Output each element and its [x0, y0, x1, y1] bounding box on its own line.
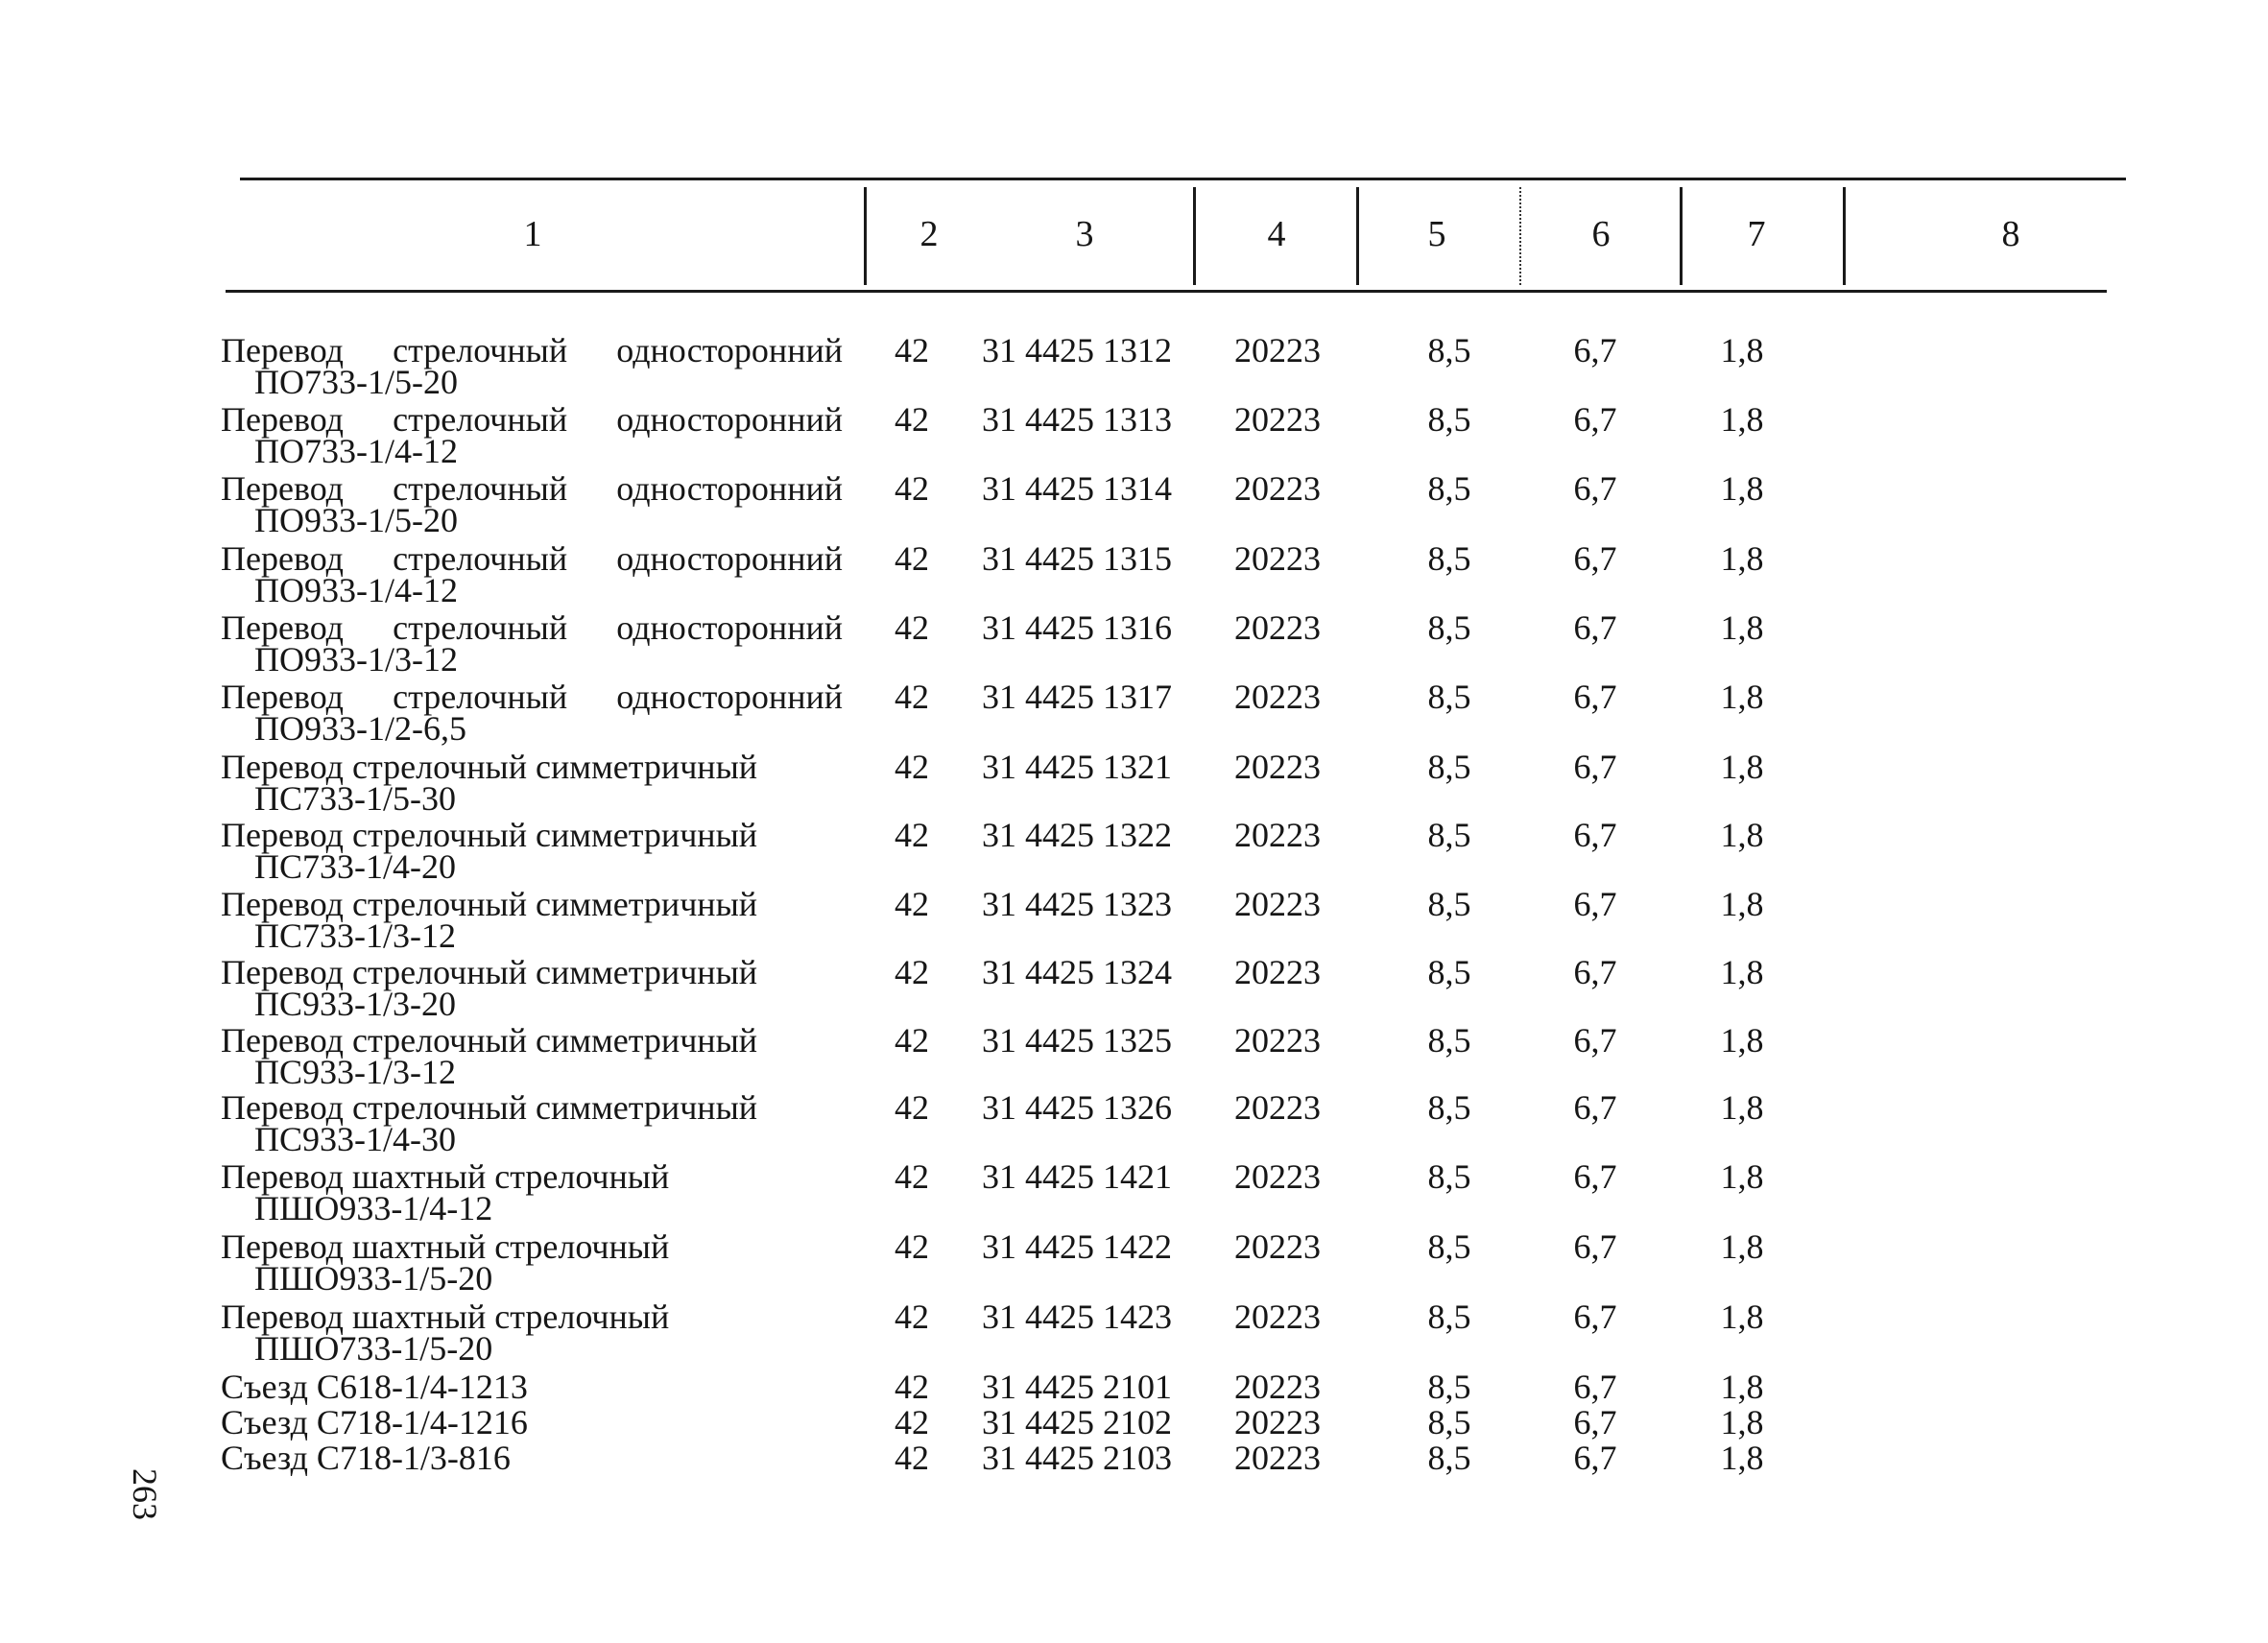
- cell-col4: 20223: [1234, 953, 1321, 991]
- cell-col7: 1,8: [1720, 816, 1764, 854]
- cell-col2: 42: [895, 885, 929, 923]
- cell-col5: 8,5: [1427, 331, 1471, 369]
- item-model: ПО933-1/2-6,5: [254, 709, 466, 748]
- cell-col3: 31 4425 1317: [982, 678, 1172, 716]
- cell-col3: 31 4425 1323: [982, 885, 1172, 923]
- cell-col3: 31 4425 1421: [982, 1157, 1172, 1196]
- cell-col3: 31 4425 2102: [982, 1403, 1172, 1441]
- cell-col6: 6,7: [1573, 1298, 1617, 1336]
- cell-col4: 20223: [1234, 678, 1321, 716]
- cell-col4: 20223: [1234, 885, 1321, 923]
- cell-col3: 31 4425 1324: [982, 953, 1172, 991]
- item-name: Съезд С718-1/3-816: [221, 1439, 511, 1477]
- cell-col6: 6,7: [1573, 1021, 1617, 1060]
- cell-col6: 6,7: [1573, 331, 1617, 369]
- cell-col2: 42: [895, 1298, 929, 1336]
- cell-col7: 1,8: [1720, 1088, 1764, 1127]
- cell-col6: 6,7: [1573, 885, 1617, 923]
- cell-col6: 6,7: [1573, 469, 1617, 508]
- cell-col5: 8,5: [1427, 469, 1471, 508]
- cell-col3: 31 4425 2103: [982, 1439, 1172, 1477]
- item-model: ПШО933-1/5-20: [254, 1259, 493, 1298]
- cell-col3: 31 4425 1316: [982, 608, 1172, 647]
- cell-col4: 20223: [1234, 400, 1321, 439]
- header-separator: [1680, 187, 1683, 285]
- item-name: Перевод стрелочный односторонний: [221, 331, 843, 369]
- header-top-rule: [240, 178, 2126, 180]
- cell-col6: 6,7: [1573, 1088, 1617, 1127]
- item-model: ПО933-1/5-20: [254, 501, 458, 539]
- column-header-7: 7: [1747, 214, 1766, 254]
- item-name: Перевод шахтный стрелочный: [221, 1227, 670, 1266]
- item-name: Перевод стрелочный симметричный: [221, 816, 758, 854]
- item-name: Перевод стрелочный односторонний: [221, 539, 843, 578]
- cell-col2: 42: [895, 748, 929, 786]
- item-name: Перевод стрелочный односторонний: [221, 608, 843, 647]
- header-separator: [1843, 187, 1846, 285]
- cell-col2: 42: [895, 1157, 929, 1196]
- column-header-1: 1: [523, 214, 542, 254]
- cell-col2: 42: [895, 1227, 929, 1266]
- cell-col7: 1,8: [1720, 1403, 1764, 1441]
- cell-col4: 20223: [1234, 331, 1321, 369]
- column-header-8: 8: [2001, 214, 2020, 254]
- cell-col3: 31 4425 1422: [982, 1227, 1172, 1266]
- cell-col5: 8,5: [1427, 953, 1471, 991]
- item-model: ПО933-1/3-12: [254, 640, 458, 679]
- cell-col2: 42: [895, 953, 929, 991]
- cell-col2: 42: [895, 1368, 929, 1406]
- item-name: Съезд С718-1/4-1216: [221, 1403, 528, 1441]
- cell-col6: 6,7: [1573, 539, 1617, 578]
- cell-col5: 8,5: [1427, 400, 1471, 439]
- item-model: ПО933-1/4-12: [254, 571, 458, 609]
- cell-col5: 8,5: [1427, 1157, 1471, 1196]
- cell-col4: 20223: [1234, 816, 1321, 854]
- cell-col2: 42: [895, 400, 929, 439]
- cell-col4: 20223: [1234, 748, 1321, 786]
- cell-col2: 42: [895, 539, 929, 578]
- cell-col2: 42: [895, 1403, 929, 1441]
- item-name: Перевод стрелочный симметричный: [221, 953, 758, 991]
- item-model: ПШО733-1/5-20: [254, 1329, 493, 1368]
- cell-col3: 31 4425 2101: [982, 1368, 1172, 1406]
- cell-col5: 8,5: [1427, 539, 1471, 578]
- cell-col4: 20223: [1234, 1439, 1321, 1477]
- cell-col7: 1,8: [1720, 1439, 1764, 1477]
- cell-col2: 42: [895, 1088, 929, 1127]
- cell-col7: 1,8: [1720, 1157, 1764, 1196]
- cell-col7: 1,8: [1720, 400, 1764, 439]
- cell-col7: 1,8: [1720, 748, 1764, 786]
- cell-col5: 8,5: [1427, 1403, 1471, 1441]
- cell-col7: 1,8: [1720, 885, 1764, 923]
- cell-col6: 6,7: [1573, 1368, 1617, 1406]
- column-header-6: 6: [1591, 214, 1611, 254]
- item-model: ПО733-1/5-20: [254, 363, 458, 401]
- item-model: ПШО933-1/4-12: [254, 1189, 493, 1227]
- cell-col6: 6,7: [1573, 816, 1617, 854]
- cell-col5: 8,5: [1427, 885, 1471, 923]
- header-bottom-rule: [226, 290, 2107, 293]
- item-name: Перевод стрелочный симметричный: [221, 748, 758, 786]
- cell-col6: 6,7: [1573, 953, 1617, 991]
- cell-col5: 8,5: [1427, 678, 1471, 716]
- cell-col6: 6,7: [1573, 1157, 1617, 1196]
- cell-col5: 8,5: [1427, 1088, 1471, 1127]
- cell-col5: 8,5: [1427, 1227, 1471, 1266]
- item-name: Перевод стрелочный симметричный: [221, 1088, 758, 1127]
- item-model: ПС733-1/4-20: [254, 847, 456, 886]
- header-separator-dotted: [1519, 187, 1521, 285]
- header-separator: [1356, 187, 1359, 285]
- cell-col6: 6,7: [1573, 678, 1617, 716]
- item-model: ПС933-1/3-12: [254, 1053, 456, 1091]
- column-header-4: 4: [1267, 214, 1286, 254]
- cell-col3: 31 4425 1321: [982, 748, 1172, 786]
- item-name: Перевод стрелочный односторонний: [221, 469, 843, 508]
- cell-col3: 31 4425 1315: [982, 539, 1172, 578]
- cell-col2: 42: [895, 1439, 929, 1477]
- cell-col5: 8,5: [1427, 1021, 1471, 1060]
- cell-col5: 8,5: [1427, 1439, 1471, 1477]
- item-model: ПО733-1/4-12: [254, 432, 458, 470]
- header-separator: [1193, 187, 1196, 285]
- item-name: Перевод стрелочный односторонний: [221, 678, 843, 716]
- item-name: Перевод шахтный стрелочный: [221, 1298, 670, 1336]
- cell-col4: 20223: [1234, 608, 1321, 647]
- column-header-3: 3: [1075, 214, 1094, 254]
- cell-col5: 8,5: [1427, 816, 1471, 854]
- cell-col4: 20223: [1234, 469, 1321, 508]
- cell-col7: 1,8: [1720, 539, 1764, 578]
- cell-col7: 1,8: [1720, 1368, 1764, 1406]
- cell-col7: 1,8: [1720, 1227, 1764, 1266]
- cell-col5: 8,5: [1427, 748, 1471, 786]
- cell-col6: 6,7: [1573, 608, 1617, 647]
- cell-col4: 20223: [1234, 1227, 1321, 1266]
- column-header-5: 5: [1427, 214, 1446, 254]
- cell-col7: 1,8: [1720, 1298, 1764, 1336]
- cell-col2: 42: [895, 469, 929, 508]
- cell-col3: 31 4425 1423: [982, 1298, 1172, 1336]
- item-model: ПС733-1/5-30: [254, 779, 456, 818]
- header-separator: [864, 187, 867, 285]
- cell-col4: 20223: [1234, 1403, 1321, 1441]
- cell-col6: 6,7: [1573, 1439, 1617, 1477]
- cell-col5: 8,5: [1427, 1298, 1471, 1336]
- cell-col2: 42: [895, 816, 929, 854]
- cell-col5: 8,5: [1427, 1368, 1471, 1406]
- cell-col4: 20223: [1234, 539, 1321, 578]
- item-name: Перевод стрелочный симметричный: [221, 885, 758, 923]
- cell-col5: 8,5: [1427, 608, 1471, 647]
- cell-col3: 31 4425 1314: [982, 469, 1172, 508]
- cell-col6: 6,7: [1573, 1403, 1617, 1441]
- cell-col4: 20223: [1234, 1368, 1321, 1406]
- cell-col3: 31 4425 1312: [982, 331, 1172, 369]
- cell-col3: 31 4425 1325: [982, 1021, 1172, 1060]
- cell-col6: 6,7: [1573, 1227, 1617, 1266]
- page-number: 263: [126, 1468, 164, 1520]
- cell-col3: 31 4425 1326: [982, 1088, 1172, 1127]
- cell-col4: 20223: [1234, 1021, 1321, 1060]
- cell-col2: 42: [895, 1021, 929, 1060]
- cell-col3: 31 4425 1322: [982, 816, 1172, 854]
- cell-col4: 20223: [1234, 1298, 1321, 1336]
- cell-col4: 20223: [1234, 1088, 1321, 1127]
- cell-col7: 1,8: [1720, 953, 1764, 991]
- column-header-2: 2: [919, 214, 939, 254]
- item-name: Перевод шахтный стрелочный: [221, 1157, 670, 1196]
- item-name: Перевод стрелочный односторонний: [221, 400, 843, 439]
- cell-col3: 31 4425 1313: [982, 400, 1172, 439]
- cell-col2: 42: [895, 608, 929, 647]
- item-name: Перевод стрелочный симметричный: [221, 1021, 758, 1060]
- item-model: ПС733-1/3-12: [254, 917, 456, 955]
- cell-col7: 1,8: [1720, 678, 1764, 716]
- cell-col4: 20223: [1234, 1157, 1321, 1196]
- cell-col2: 42: [895, 678, 929, 716]
- cell-col2: 42: [895, 331, 929, 369]
- cell-col7: 1,8: [1720, 331, 1764, 369]
- cell-col7: 1,8: [1720, 469, 1764, 508]
- cell-col7: 1,8: [1720, 1021, 1764, 1060]
- cell-col6: 6,7: [1573, 748, 1617, 786]
- cell-col7: 1,8: [1720, 608, 1764, 647]
- item-name: Съезд С618-1/4-1213: [221, 1368, 528, 1406]
- item-model: ПС933-1/3-20: [254, 985, 456, 1023]
- item-model: ПС933-1/4-30: [254, 1120, 456, 1158]
- cell-col6: 6,7: [1573, 400, 1617, 439]
